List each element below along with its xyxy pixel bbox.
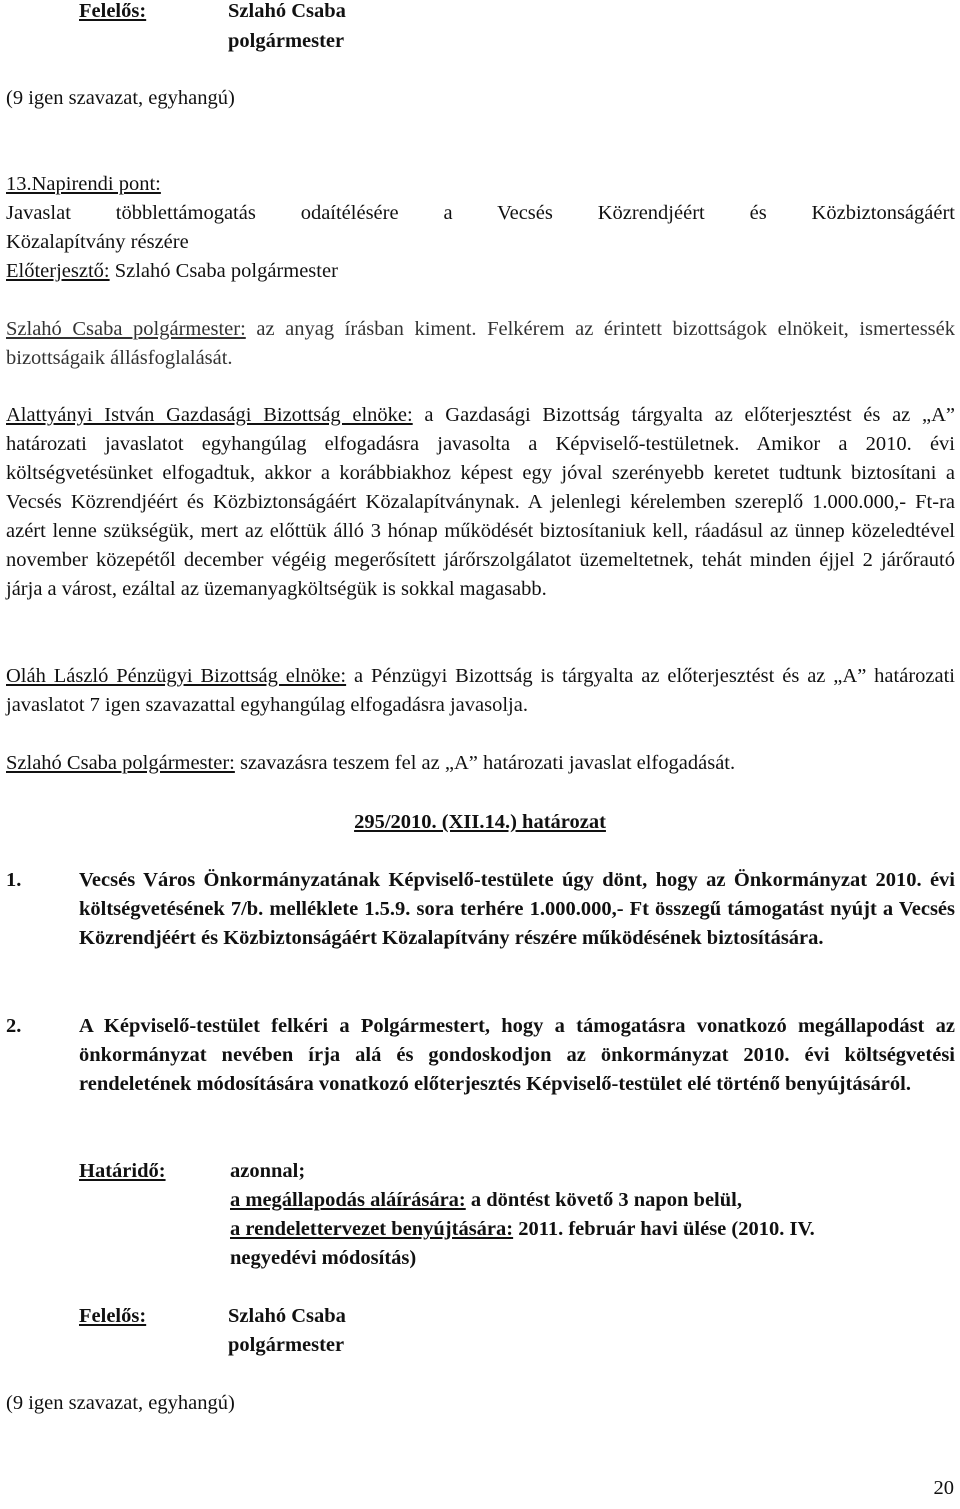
paragraph-text: szavazásra teszem fel az „A” határozati javaslat elfogadását. [234, 752, 736, 774]
deadline-decree-text: 2011. február havi ülése (2010. IV. [513, 1218, 815, 1240]
agenda-heading: 13.Napirendi pont: [6, 173, 161, 195]
agenda-subject-line2: Közalapítvány részére [6, 231, 189, 253]
paragraph-mayor-intro [6, 315, 955, 373]
deadline-agreement-label: a megállapodás aláírására: [230, 1189, 466, 1211]
deadline-line-3 [230, 1215, 815, 1244]
resolution-item-1-text: Vecsés Város Önkormányzatának Képviselő-testülete úgy dönt, hogy az Önkormányzat 2010. évi költségvetésének 7/b. melléklete 1.5.9. sora terhére 1.000.000,- Ft összegű támogatást nyújt a Vecsés Közrendjéért és Közbiztonságáért Közalapítvány részére működésének biztosítására. [79, 869, 955, 949]
vote-result-top: (9 igen szavazat, egyhangú) [6, 87, 235, 109]
deadline-line-2 [230, 1186, 742, 1215]
resolution-item-1-number: 1. [6, 869, 22, 891]
paragraph-text: az anyag írásban kiment. Felkérem az érintett bizottságok elnökeit, ismertessék bizottságaik állásfoglalását. [6, 318, 956, 369]
responsible-label-top: Felelős: [79, 0, 147, 22]
deadline-label: Határidő: [79, 1160, 166, 1182]
paragraph-text: a Gazdasági Bizottság tárgyalta az előterjesztést és az „A” határozati javaslatot egyhangúlag elfogadásra javasolta a Képviselő-testületnek. Amikor a 2010. évi költségvetésünket elfogadtuk, akkor a korábbiakhoz képest egy jóval szerényebb keretet tudtunk biztosítani a Vecsés Közrendjéért és Közbiztonságáért Közalapítványnak. A jelenlegi kérelemben szereplő 1.000.000,- Ft-ra azért lenne szükségük, mert az előttük álló 3 hónap működését biztosítaniuk kell, ráadásul az ünnep közeledtével november közepétől december végéig megerősített járőrszolgálatot üzemeltetnek, tehát minden éjjel 2 járőrautó járja a várost, ezáltal az üzemanyagköltségük is sokkal magasabb. [6, 404, 955, 600]
deadline-line-1: azonnal; [230, 1160, 306, 1182]
paragraph-text: a Pénzügyi Bizottság is tárgyalta az előterjesztést és az „A” határozati javaslatot 7 igen szavazattal egyhangúlag elfogadásra javasolja. [6, 665, 955, 716]
resolution-item-2-text: A Képviselő-testület felkéri a Polgármestert, hogy a támogatásra vonatkozó megállapodást az önkormányzat nevében írja alá és gondoskodjon az önkormányzat 2010. évi költségvetési rendeletének módosítására vonatkozó előterjesztés Képviselő-testület elé történő benyújtásáról. [79, 1015, 955, 1095]
deadline-decree-label: a rendelettervezet benyújtására: [230, 1218, 514, 1240]
paragraph-finance-committee [6, 662, 955, 720]
deadline-line-4: negyedévi módosítás) [230, 1247, 417, 1269]
agenda-subject-line1: Javaslat többlettámogatás odaítélésére a Vecsés Közrendjéért és Közbiztonságáért [6, 202, 955, 224]
vote-result-bottom: (9 igen szavazat, egyhangú) [6, 1392, 235, 1414]
speaker-mayor: Szlahó Csaba polgármester: [6, 318, 246, 340]
responsible-title-top: polgármester [228, 30, 345, 52]
speaker-economic-chair: Alattyányi István Gazdasági Bizottság elnöke: [6, 404, 413, 426]
responsible-label-bottom: Felelős: [79, 1305, 147, 1327]
resolution-title: 295/2010. (XII.14.) határozat [354, 811, 606, 833]
page-number: 20 [933, 1477, 954, 1499]
responsible-name-bottom: Szlahó Csaba [228, 1305, 346, 1327]
paragraph-mayor-vote-call [6, 749, 955, 778]
responsible-title-bottom: polgármester [228, 1334, 345, 1356]
presenter-name: Szlahó Csaba polgármester [109, 260, 338, 282]
paragraph-economic-committee [6, 401, 955, 604]
resolution-item-2-number: 2. [6, 1015, 22, 1037]
deadline-agreement-text: a döntést követő 3 napon belül, [465, 1189, 742, 1211]
presenter-label: Előterjesztő: [6, 260, 110, 282]
speaker-finance-chair: Oláh László Pénzügyi Bizottság elnöke: [6, 665, 347, 687]
responsible-name-top: Szlahó Csaba [228, 0, 346, 22]
speaker-mayor: Szlahó Csaba polgármester: [6, 752, 235, 774]
agenda-presenter [6, 257, 338, 286]
